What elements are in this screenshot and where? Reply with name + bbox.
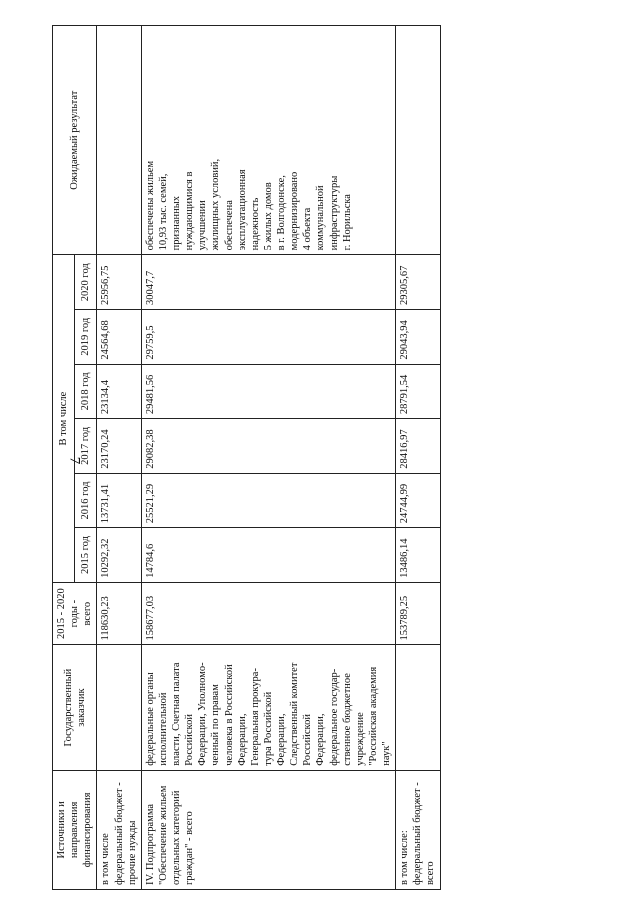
row-year-value: 29481,56 <box>141 364 395 419</box>
row-result <box>396 26 440 255</box>
row-total: 153789,25 <box>396 582 440 645</box>
row-source: в том числе федеральный бюджет - прочие нужды <box>97 770 141 889</box>
header-including: В том числе <box>53 255 75 582</box>
row-source: IV. Подпрограмма "Обеспечение жильем отдельных категорий граждан" - всего <box>141 770 395 889</box>
row-year-value: 30047,7 <box>141 255 395 310</box>
row-year-value: 25521,29 <box>141 473 395 528</box>
row-year-value: 23134,4 <box>97 364 141 419</box>
row-year-value: 28416,97 <box>396 419 440 474</box>
rotated-table-sheet <box>52 25 572 890</box>
row-year-value: 24564,68 <box>97 310 141 365</box>
row-year-value: 10292,32 <box>97 528 141 583</box>
page-number: 7 <box>66 456 83 465</box>
row-source: в том числе: федеральный бюджет - всего <box>396 770 440 889</box>
header-year: 2017 год <box>75 419 97 474</box>
row-result <box>97 26 141 255</box>
header-customer: Государственный заказчик <box>53 645 97 770</box>
header-total: 2015 - 2020 годы - всего <box>53 582 97 645</box>
header-year: 2015 год <box>75 528 97 583</box>
table-row <box>396 26 440 890</box>
header-year: 2020 год <box>75 255 97 310</box>
row-year-value: 25956,75 <box>97 255 141 310</box>
header-year: 2019 год <box>75 310 97 365</box>
financing-table <box>52 25 441 890</box>
row-customer: федеральные органы исполнительной власти, Счетная палата Российской Федерации, Уполномо- ченный по правам человека в Российской Федерации, Генеральная прокура- тура Российской Федерации, Следственный комитет Российской Федерации, федеральное государ- ственное бюджетное учреждение "Российская академия наук" <box>141 645 395 770</box>
row-total: 158677,03 <box>141 582 395 645</box>
row-result: обеспечены жильем 10,93 тыс. семей, признанных нуждающимися в улучшении жилищных условий, обеспечена эксплуатационная надежность 5 жилых домов в г. Волгодонске, модернизировано 4 объекта коммунальной инфраструктуры г. Норильска <box>141 26 395 255</box>
header-year: 2016 год <box>75 473 97 528</box>
header-row-1 <box>53 26 75 890</box>
row-year-value: 23170,24 <box>97 419 141 474</box>
row-year-value: 28791,54 <box>396 364 440 419</box>
header-source: Источники и направления финансирования <box>53 770 97 889</box>
row-year-value: 14784,6 <box>141 528 395 583</box>
row-year-value: 29305,67 <box>396 255 440 310</box>
row-year-value: 13486,14 <box>396 528 440 583</box>
row-customer <box>396 645 440 770</box>
row-year-value: 29759,5 <box>141 310 395 365</box>
header-result: Ожидаемый результат <box>53 26 97 255</box>
row-total: 118630,23 <box>97 582 141 645</box>
header-year: 2018 год <box>75 364 97 419</box>
row-customer <box>97 645 141 770</box>
row-year-value: 24744,99 <box>396 473 440 528</box>
row-year-value: 29082,38 <box>141 419 395 474</box>
row-year-value: 13731,41 <box>97 473 141 528</box>
row-year-value: 29043,94 <box>396 310 440 365</box>
table-row <box>97 26 141 890</box>
table-row <box>141 26 395 890</box>
